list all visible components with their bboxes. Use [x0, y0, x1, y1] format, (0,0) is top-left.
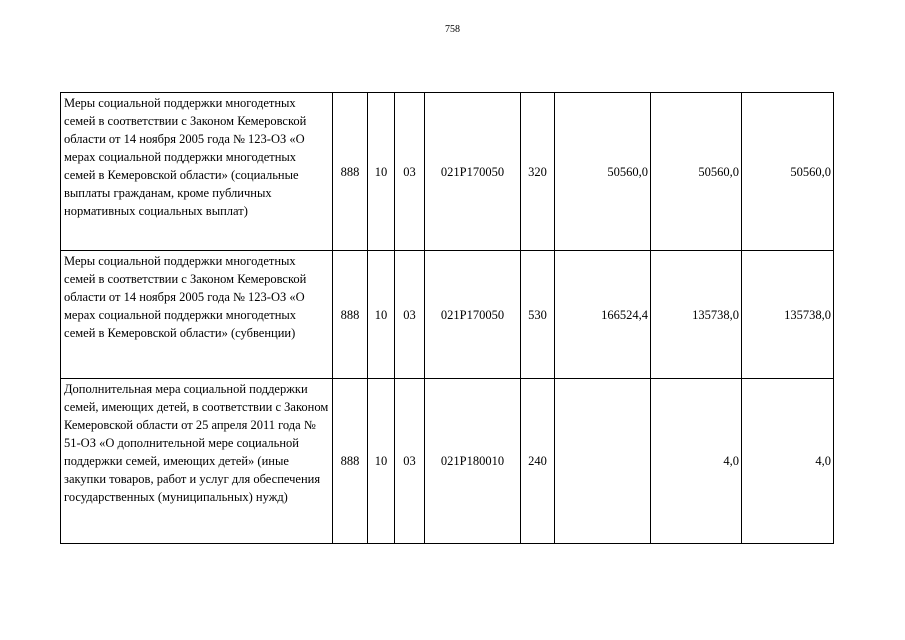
page-number: 758	[445, 24, 460, 35]
row-description: Меры социальной поддержки многодетных семей в соответствии с Законом Кемеровской области от 14 ноября 2005 года № 123-ОЗ «О мерах социальной поддержки многодетных семей в Кемеровской области» (субвенции)	[61, 251, 333, 379]
subsection-code: 03	[395, 93, 425, 251]
sum-year-3: 50560,0	[742, 93, 834, 251]
sum-year-2: 50560,0	[651, 93, 742, 251]
ministry-code: 888	[333, 93, 368, 251]
ministry-code: 888	[333, 379, 368, 544]
subsection-code: 03	[395, 251, 425, 379]
expense-type-code: 530	[521, 251, 555, 379]
sum-year-3: 4,0	[742, 379, 834, 544]
table-row	[61, 379, 834, 544]
section-code: 10	[368, 251, 395, 379]
target-article-code: 021P170050	[425, 251, 521, 379]
target-article-code: 021P180010	[425, 379, 521, 544]
sum-year-1: 50560,0	[555, 93, 651, 251]
row-description: Меры социальной поддержки многодетных семей в соответствии с Законом Кемеровской области от 14 ноября 2005 года № 123-ОЗ «О мерах социальной поддержки многодетных семей в Кемеровской области» (социальные выплаты гражданам, кроме публичных нормативных социальных выплат)	[61, 93, 333, 251]
expense-type-code: 240	[521, 379, 555, 544]
ministry-code: 888	[333, 251, 368, 379]
table-row	[61, 251, 834, 379]
section-code: 10	[368, 379, 395, 544]
sum-year-1	[555, 379, 651, 544]
sum-year-1: 166524,4	[555, 251, 651, 379]
expense-type-code: 320	[521, 93, 555, 251]
sum-year-2: 4,0	[651, 379, 742, 544]
sum-year-3: 135738,0	[742, 251, 834, 379]
table-row	[61, 93, 834, 251]
budget-table	[60, 92, 834, 544]
row-description: Дополнительная мера социальной поддержки семей, имеющих детей, в соответствии с Законом Кемеровской области от 25 апреля 2011 года № 51-ОЗ «О дополнительной мере социальной поддержки семей, имеющих детей» (иные закупки товаров, работ и услуг для обеспечения государственных (муниципальных) нужд)	[61, 379, 333, 544]
sum-year-2: 135738,0	[651, 251, 742, 379]
target-article-code: 021P170050	[425, 93, 521, 251]
subsection-code: 03	[395, 379, 425, 544]
section-code: 10	[368, 93, 395, 251]
